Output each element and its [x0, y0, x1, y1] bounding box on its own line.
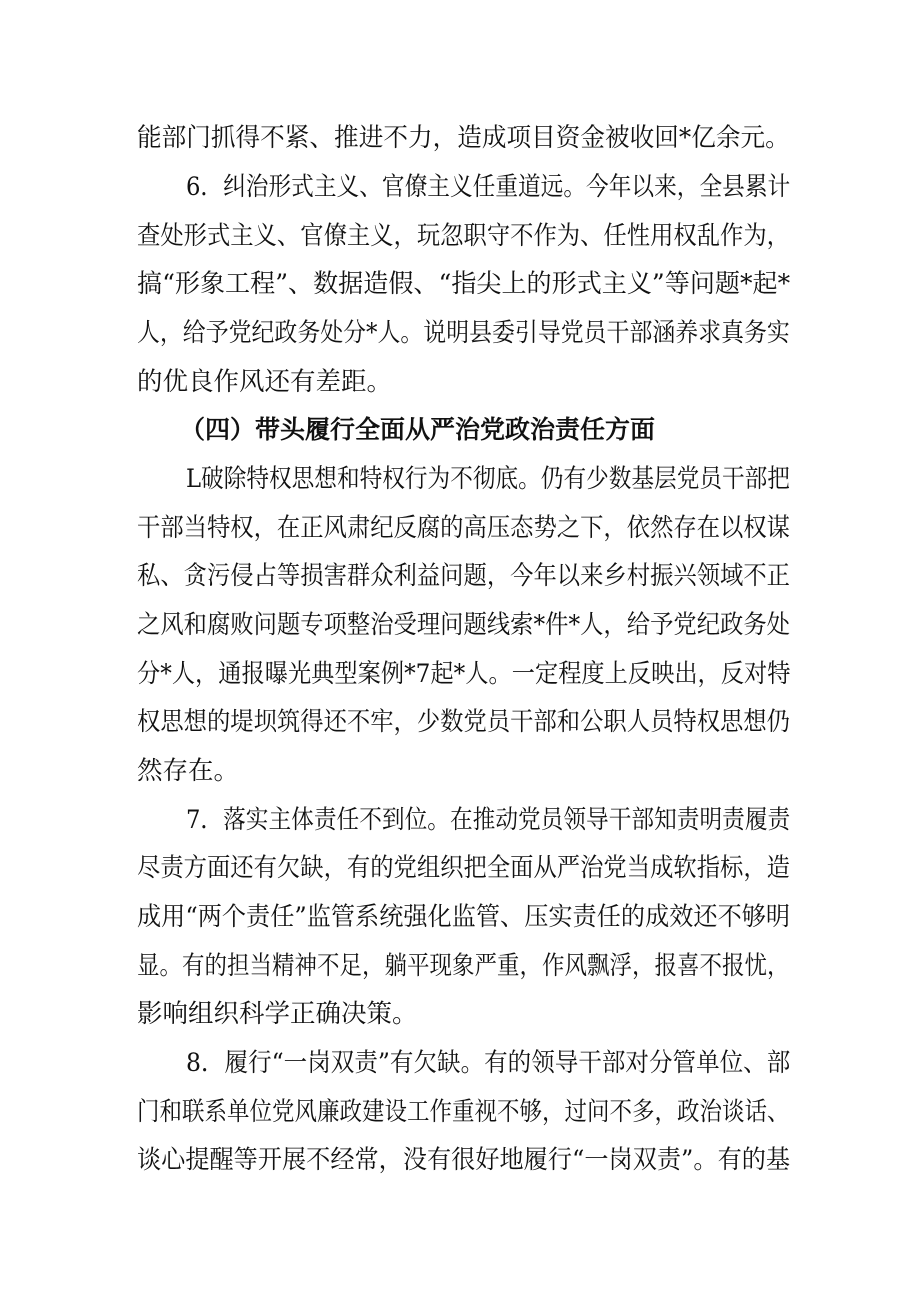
text-line: 权思想的堤坝筑得还不牢，少数党员干部和公职人员特权思想仍 [137, 707, 791, 737]
text-line: 私、贪污侵占等损害群众利益问题，今年以来乡村振兴领域不正 [137, 561, 791, 591]
text-line: 分*人，通报曝光典型案例*7起*人。一定程度上反映出，反对特 [137, 659, 791, 689]
text-line: 查处形式主义、官僚主义，玩忽职守不作为、任性用权乱作为， [137, 221, 791, 251]
text-line: 7．落实主体责任不到位。在推动党员领导干部知责明责履责 [186, 805, 791, 835]
text-line: 能部门抓得不紧、推进不力，造成项目资金被收回*亿余元。 [137, 123, 790, 153]
text-line: 显。有的担当精神不足，躺平现象严重，作风飘浮，报喜不报忧， [137, 951, 790, 981]
text-line: 人，给予党纪政务处分*人。说明县委引导党员干部涵养求真务实 [137, 318, 790, 348]
text-line: 尽责方面还有欠缺，有的党组织把全面从严治党当成软指标，造 [137, 853, 791, 883]
text-line: 之风和腐败问题专项整治受理问题线索*件*人，给予党纪政务处 [137, 610, 791, 640]
text-line: 谈心提醒等开展不经常，没有很好地履行“一岗双责”。有的基 [137, 1145, 791, 1175]
text-line: 干部当特权，在正风肃纪反腐的高压态势之下，依然存在以权谋 [137, 513, 791, 543]
text-line: 然存在。 [137, 756, 240, 786]
text-line: 6．纠治形式主义、官僚主义任重道远。今年以来，全县累计 [186, 172, 791, 202]
text-line: 成用“两个责任”监管系统强化监管、压实责任的成效还不够明 [137, 902, 791, 932]
text-line: 影响组织科学正确决策。 [137, 999, 418, 1029]
text-line: 8．履行“一岗双责”有欠缺。有的领导干部对分管单位、部 [186, 1048, 791, 1078]
text-line: L破除特权思想和特权行为不彻底。仍有少数基层党员干部把 [186, 464, 790, 494]
text-line: 的优良作风还有差距。 [137, 367, 393, 397]
text-line: 搞“形象工程”、数据造假、“指尖上的形式主义”等问题*起* [137, 269, 791, 299]
text-line: 门和联系单位党风廉政建设工作重视不够，过问不多，政治谈话、 [137, 1097, 790, 1127]
section-heading: （四）带头履行全面从严治党政治责任方面 [180, 415, 656, 444]
